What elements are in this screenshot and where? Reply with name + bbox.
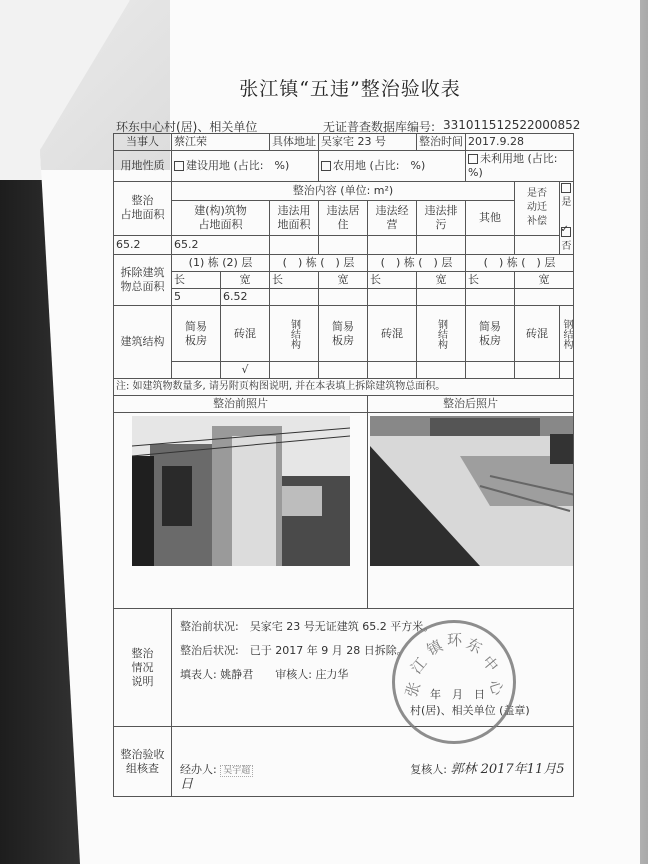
date-line: 年 月 日 <box>430 688 485 701</box>
area-total: 65.2 <box>114 235 172 254</box>
g4-length: 长 <box>466 272 515 289</box>
verify-label: 整治验收 组核查 <box>114 727 172 797</box>
check-s1-steel <box>270 362 319 379</box>
seal-char: 中 <box>478 652 502 676</box>
g4-width: 宽 <box>515 272 574 289</box>
reviewer-label: 审核人: <box>275 668 312 681</box>
pct-1: %) <box>274 159 290 172</box>
s2-steel <box>417 306 466 362</box>
s3-steel <box>560 306 574 362</box>
demolition-label: 拆除建筑 物总面积 <box>114 255 172 306</box>
g4-width-value <box>515 289 574 306</box>
g1-length: 长 <box>172 272 221 289</box>
checker-signature: 郭林 2017年11月5日 <box>180 762 565 792</box>
area-illegal-land-value <box>270 235 319 254</box>
row-demolition-values <box>114 289 574 306</box>
unit-label: 环东中心村(居)、相关单位 <box>116 120 258 134</box>
row-structure-check <box>114 362 574 379</box>
photo-before-cell <box>114 413 368 609</box>
area-label: 整治 占地面积 <box>114 182 172 236</box>
checker-label: 复核人: <box>410 763 447 776</box>
photo-after-cell <box>368 413 574 609</box>
before-status-text: 吴家宅 23 号无证建筑 65.2 平方米。 <box>249 620 435 633</box>
check-s3-brick <box>515 362 560 379</box>
explanation-label: 整治 情况 说明 <box>114 609 172 727</box>
g3-width-value <box>417 289 466 306</box>
official-seal <box>392 620 516 744</box>
check-s3-steel <box>560 362 574 379</box>
g3-width: 宽 <box>417 272 466 289</box>
seal-char: 东 <box>463 634 486 658</box>
photo-before <box>132 416 350 566</box>
area-illegal-residence-value <box>319 235 368 254</box>
page-title: 张江镇“五违”整治验收表 <box>239 78 461 100</box>
row-note <box>114 379 574 396</box>
row-photos <box>114 413 574 609</box>
database-no-label: 无证普查数据库编号: <box>323 120 436 134</box>
content-header: 整治内容 (单位: m²) <box>172 182 515 201</box>
area-illegal-discharge-value <box>417 235 466 254</box>
address-label: 具体地址 <box>270 134 319 151</box>
row-area-cols <box>114 201 574 236</box>
seal-char: 心 <box>485 677 507 698</box>
s2-panel: 简易 板房 <box>319 306 368 362</box>
s2-brick: 砖混 <box>368 306 417 362</box>
unit-seal-line: 村(居)、相关单位 (盖章) <box>410 704 530 717</box>
s3-brick: 砖混 <box>515 306 560 362</box>
row-verify <box>114 727 574 797</box>
g2-width: 宽 <box>319 272 368 289</box>
checkbox-construction[interactable] <box>174 161 184 171</box>
group-1: (1) 栋 (2) 层 <box>172 255 270 272</box>
filler-label: 填表人: <box>180 668 217 681</box>
handler-label: 经办人: <box>180 763 217 776</box>
s1-panel: 简易 板房 <box>172 306 221 362</box>
filler-name: 姚静君 <box>220 668 254 681</box>
yes-label: 是 <box>561 197 572 208</box>
area-building-value: 65.2 <box>172 235 270 254</box>
group-3: ( ) 栋 ( ) 层 <box>368 255 466 272</box>
g3-length: 长 <box>368 272 417 289</box>
party-value: 蔡江荣 <box>172 134 270 151</box>
row-land-use <box>114 151 574 182</box>
col-building-area: 建(构)筑物 占地面积 <box>172 201 270 236</box>
relocation-no <box>560 226 573 254</box>
photo-after-image <box>370 416 574 566</box>
land-use-construction: 建设用地 (占比: <box>186 159 264 172</box>
area-illegal-business-value <box>368 235 417 254</box>
row-party <box>114 134 574 151</box>
s2-steel-text: 钢结构 <box>435 318 447 349</box>
relocation-label: 是否 动迁 补偿 <box>515 182 560 236</box>
g2-length-value <box>270 289 319 306</box>
photo-after <box>370 416 574 566</box>
date-value: 2017.9.28 <box>466 134 574 151</box>
structure-label: 建筑结构 <box>114 306 172 379</box>
land-use-farmland: 农用地 (占比: <box>333 159 400 172</box>
no-label: 否 <box>561 241 572 252</box>
area-other-value <box>466 235 515 254</box>
photo-after-header: 整治后照片 <box>368 396 574 413</box>
seal-char: 江 <box>407 654 431 678</box>
database-no: 331011512522000852 <box>443 118 581 132</box>
s1-steel <box>270 306 319 362</box>
checkbox-no[interactable] <box>561 227 571 237</box>
row-demolition-groups <box>114 255 574 272</box>
col-illegal-business: 违法经 营 <box>368 201 417 236</box>
party-label: 当事人 <box>114 134 172 151</box>
row-area-values <box>114 235 574 254</box>
check-s2-steel <box>417 362 466 379</box>
pct-3: %) <box>468 166 483 179</box>
s3-panel: 简易 板房 <box>466 306 515 362</box>
before-status-label: 整治前状况: <box>180 620 239 633</box>
relocation-yes <box>560 182 573 210</box>
land-use-unused: 未利用地 (占比: <box>480 152 558 165</box>
col-illegal-land: 违法用 地面积 <box>270 201 319 236</box>
row-area-header <box>114 182 574 201</box>
after-status-label: 整治后状况: <box>180 644 239 657</box>
s1-steel-text: 钢结构 <box>288 318 300 349</box>
reviewer-name: 庄力华 <box>315 668 349 681</box>
check-s1-brick: √ <box>221 362 270 379</box>
handler-name: 吴宇超 <box>220 765 253 777</box>
s3-steel-text: 钢结构 <box>561 318 572 349</box>
check-s1-panel <box>172 362 221 379</box>
before-status <box>180 615 565 639</box>
g3-length-value <box>368 289 417 306</box>
g1-width: 宽 <box>221 272 270 289</box>
checkbox-farmland[interactable] <box>321 161 331 171</box>
g2-length: 长 <box>270 272 319 289</box>
row-photo-headers <box>114 396 574 413</box>
checkbox-unused[interactable] <box>468 154 478 164</box>
check-s2-brick <box>368 362 417 379</box>
seal-char: 环 <box>447 631 463 649</box>
col-illegal-residence: 违法居 住 <box>319 201 368 236</box>
pct-2: %) <box>410 159 426 172</box>
group-4: ( ) 栋 ( ) 层 <box>466 255 574 272</box>
area-relocation-value <box>515 235 560 254</box>
photo-before-image <box>132 416 350 566</box>
check-s3-panel <box>466 362 515 379</box>
group-2: ( ) 栋 ( ) 层 <box>270 255 368 272</box>
g1-length-value: 5 <box>172 289 221 306</box>
check-s2-panel <box>319 362 368 379</box>
s1-brick: 砖混 <box>221 306 270 362</box>
row-structure <box>114 306 574 362</box>
date-label: 整治时间 <box>417 134 466 151</box>
note-text: 注: 如建筑物数量多, 请另附页构图说明, 并在本表填上拆除建筑物总面积。 <box>114 379 574 396</box>
address-value: 吴家宅 23 号 <box>319 134 417 151</box>
land-use-label: 用地性质 <box>114 151 172 182</box>
seal-char: 镇 <box>423 636 446 660</box>
g2-width-value <box>319 289 368 306</box>
col-other: 其他 <box>466 201 515 236</box>
checkbox-yes[interactable] <box>561 183 571 193</box>
after-status-text: 已于 2017 年 9 月 28 日拆除。 <box>249 644 408 657</box>
photo-before-header: 整治前照片 <box>114 396 368 413</box>
seal-char: 张 <box>401 679 425 700</box>
g1-width-value: 6.52 <box>221 289 270 306</box>
col-illegal-discharge: 违法排 污 <box>417 201 466 236</box>
row-demolition-dims <box>114 272 574 289</box>
g4-length-value <box>466 289 515 306</box>
verify-body <box>172 727 574 797</box>
